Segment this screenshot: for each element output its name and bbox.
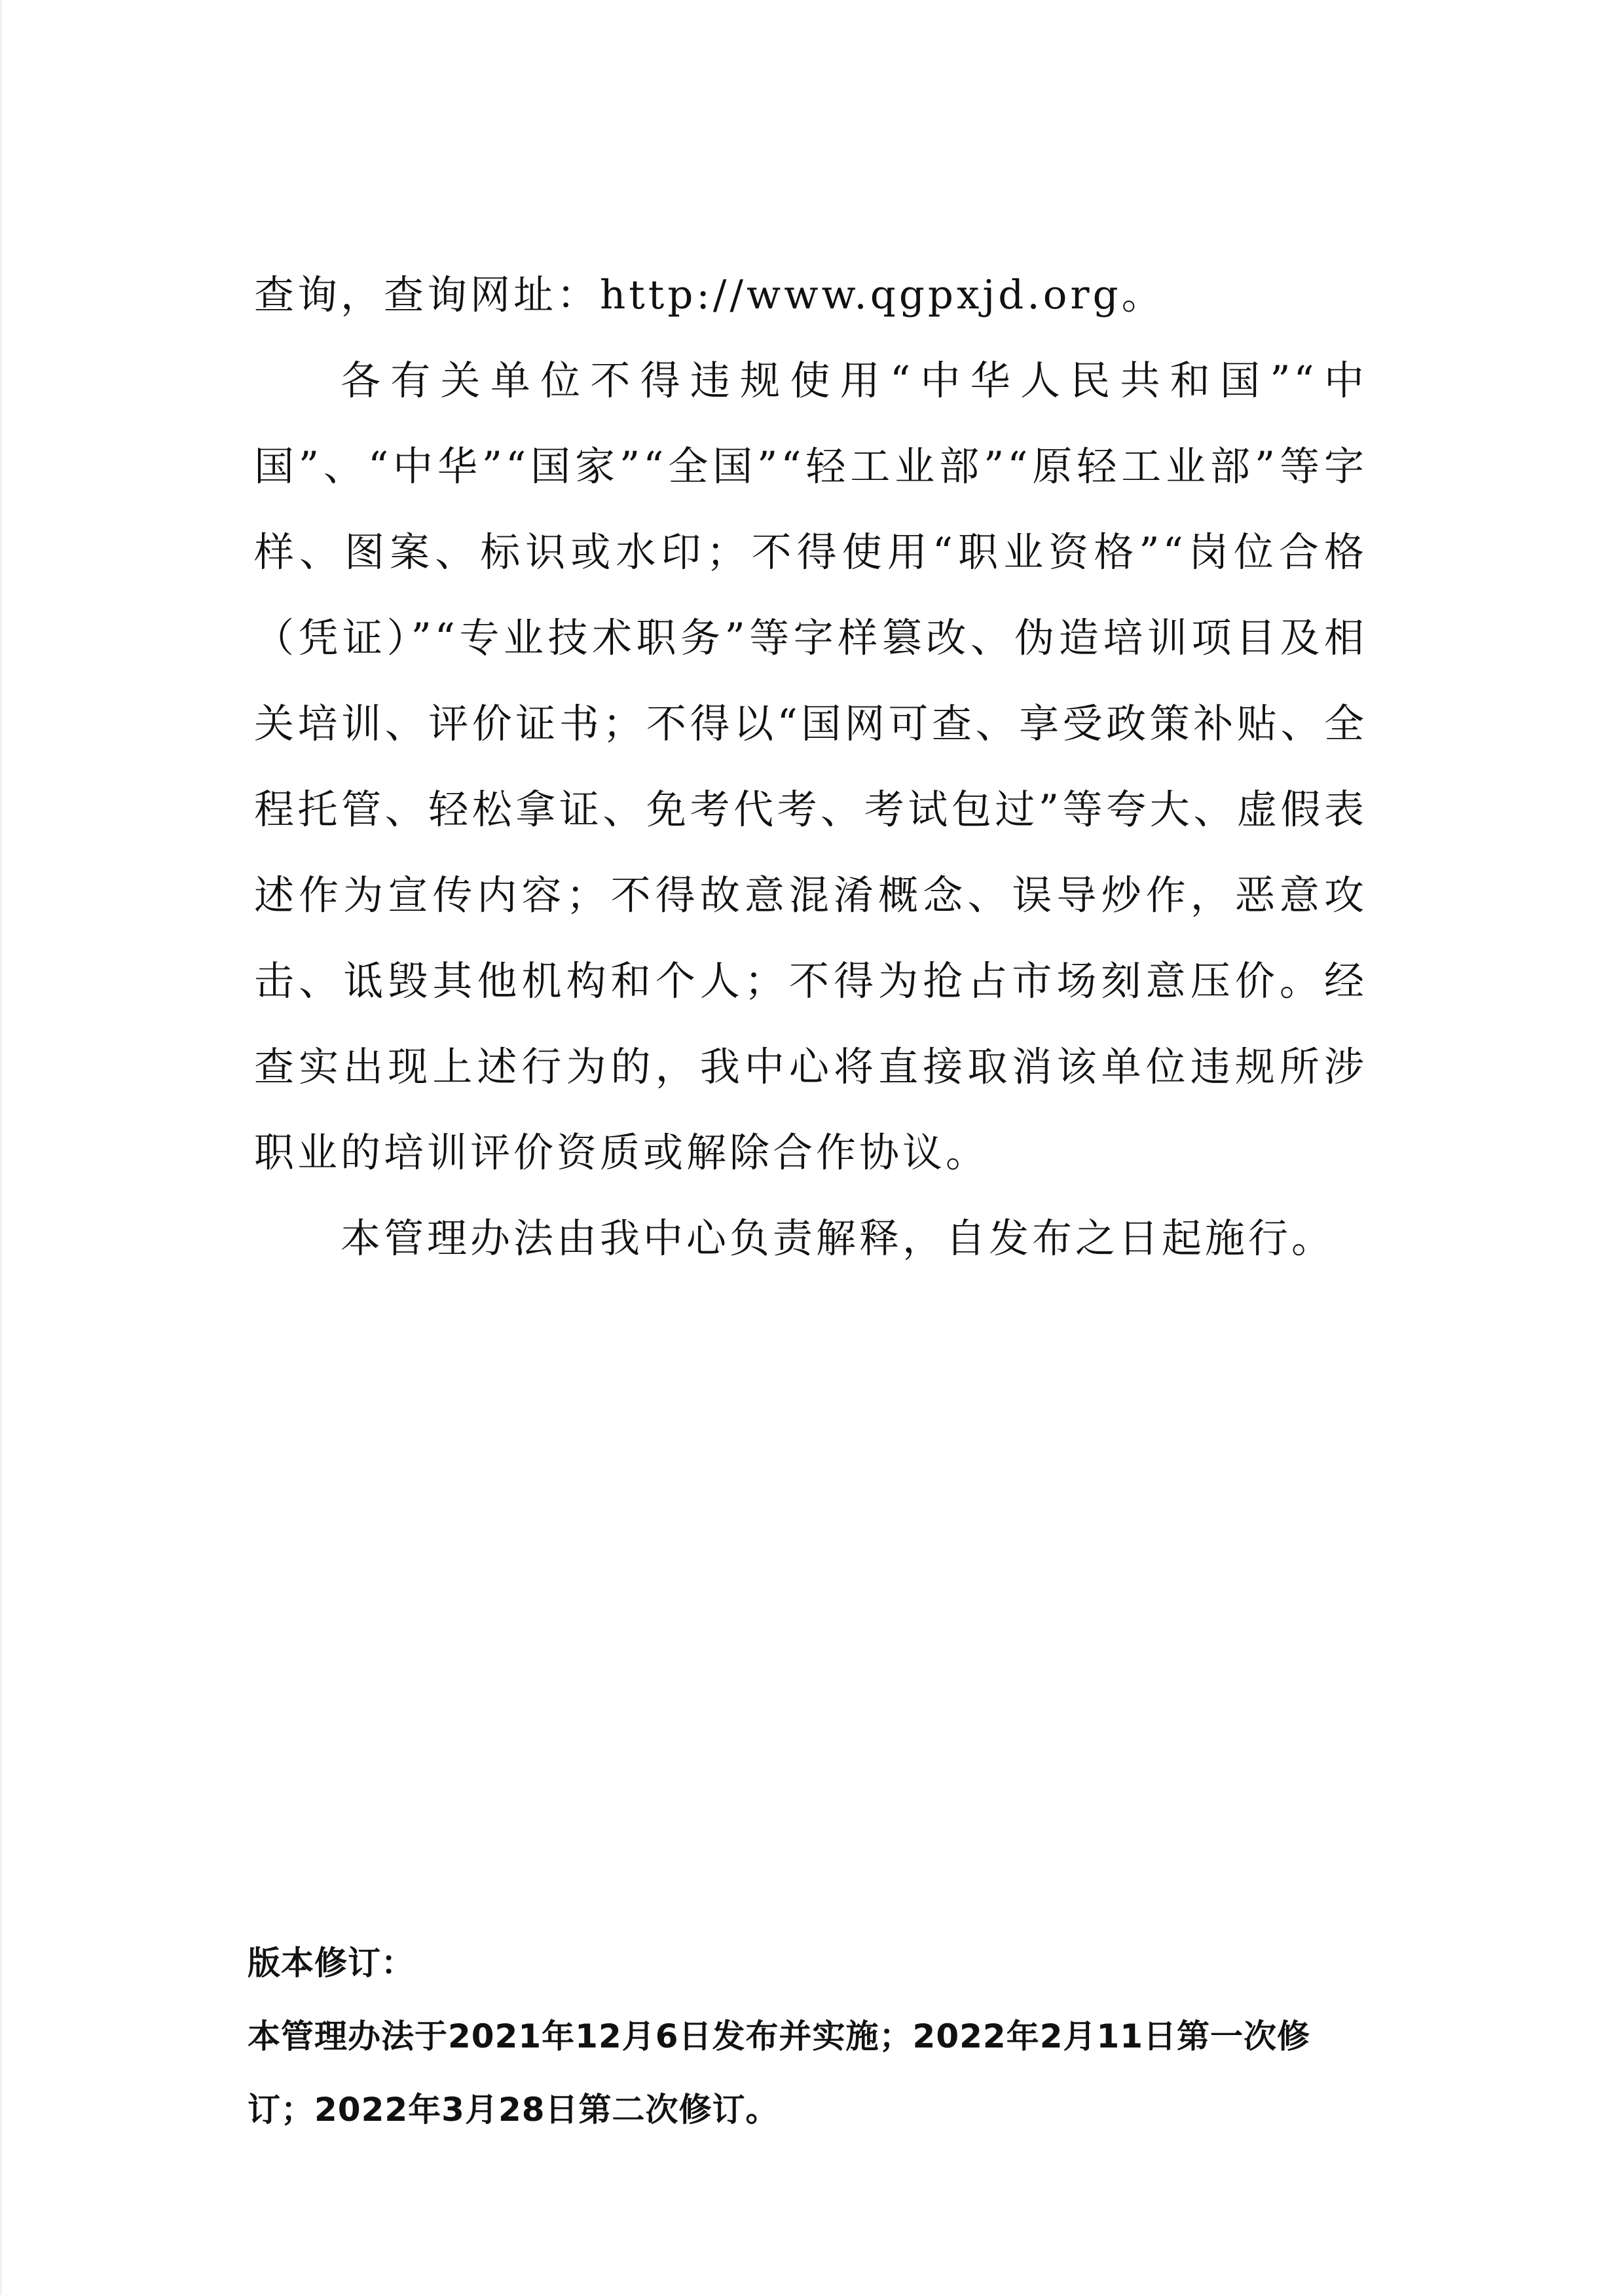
paragraph-restrictions: 各有关单位不得违规使用“中华人民共和国”“中国”、“中华”“国家”“全国”“轻工业部”“原轻工业部”等字样、图案、标识或水印；不得使用“职业资格”“岗位合格（凭证）”“专业技术职务”等字样篡改、伪造培训项目及相关培训、评价证书；不得以“国网可查、享受政策补贴、全程托管、轻松拿证、免考代考、考试包过”等夸大、虚假表述作为宣传内容；不得故意混淆概念、误导炒作，恶意攻击、诋毁其他机构和个人；不得为抢占市场刻意压价。经查实出现上述行为的，我中心将直接取消该单位违规所涉职业的培训评价资质或解除合作协议。 bbox=[254, 358, 1367, 1176]
document-body bbox=[254, 252, 1367, 1281]
revision-text: 本管理办法于2021年12月6日发布并实施；2022年2月11日第一次修订；2022年3月28日第二次修订。 bbox=[248, 2017, 1311, 2129]
revision-heading: 版本修订： bbox=[248, 1944, 415, 1982]
revision-note bbox=[248, 1926, 1361, 2146]
paragraph-interpretation: 本管理办法由我中心负责解释，自发布之日起施行。 bbox=[341, 1215, 1335, 1262]
paragraph-query-url: 查询，查询网址：http://www.qgpxjd.org。 bbox=[254, 272, 1165, 318]
